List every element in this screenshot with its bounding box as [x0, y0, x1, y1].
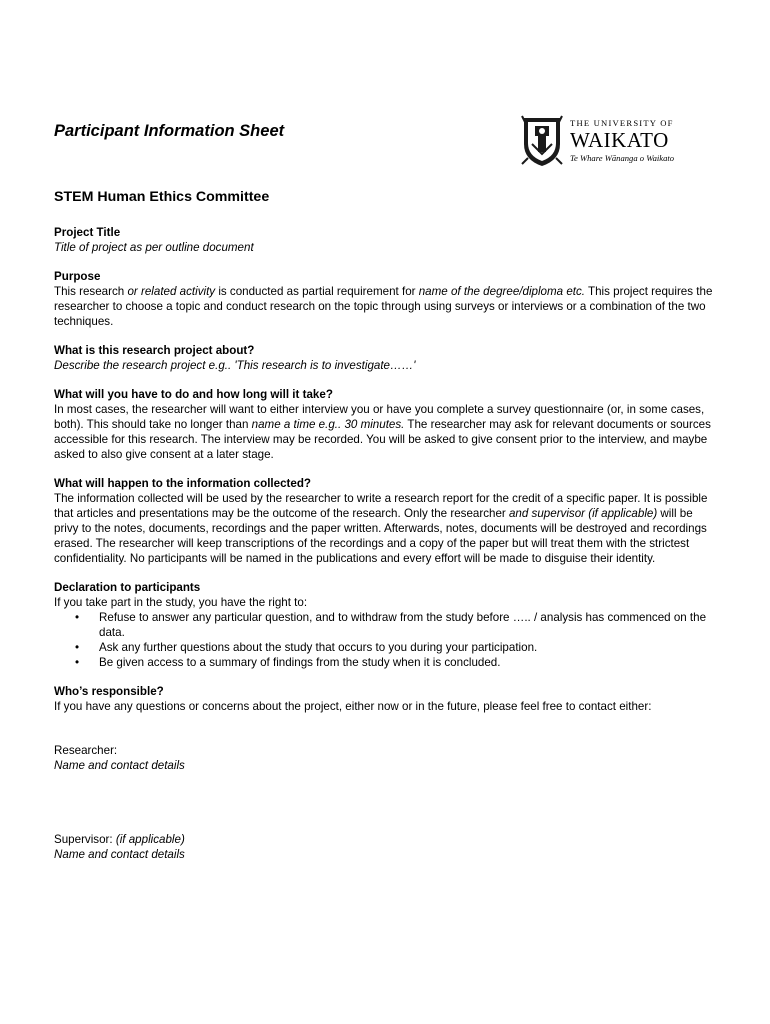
declaration-intro: If you take part in the study, you have the right to: [54, 596, 308, 609]
responsible-section [54, 684, 719, 714]
researcher-details: Name and contact details [54, 759, 185, 772]
page-title: Participant Information Sheet [54, 122, 285, 140]
declaration-section [54, 580, 719, 670]
logo-motto: Te Whare Wānanga o Waikato [570, 153, 675, 163]
committee-heading: STEM Human Ethics Committee [54, 189, 270, 205]
declaration-heading: Declaration to participants [54, 581, 201, 594]
todo-text: In most cases, the researcher will want to either interview you or have you complete a survey questionnaire (or, in some cases, both). This should take no longer than name a time e.g.. 30 minutes. The researcher may ask for relevant documents or sources accessible for this research. The interview may be recorded. You will be asked to give consent prior to the interview, and maybe asked to also give consent at a later stage. [54, 403, 711, 461]
info-section [54, 476, 719, 566]
list-item: • Be given access to a summary of findings from the study when it is concluded. [99, 655, 719, 670]
supervisor-label: Supervisor: (if applicable) [54, 833, 185, 846]
supervisor-block [54, 832, 719, 862]
info-heading: What will happen to the information collected? [54, 477, 311, 490]
researcher-block [54, 743, 719, 773]
purpose-heading: Purpose [54, 270, 101, 283]
responsible-heading: Who’s responsible? [54, 685, 164, 698]
supervisor-details: Name and contact details [54, 848, 185, 861]
project-title-section [54, 225, 719, 255]
logo-top-line: THE UNIVERSITY OF [570, 118, 674, 128]
document-body [54, 188, 719, 862]
university-crest-icon [520, 114, 564, 168]
about-text: Describe the research project e.g.. 'This research is to investigate……' [54, 359, 416, 372]
responsible-text: If you have any questions or concerns about the project, either now or in the future, please feel free to contact either: [54, 700, 652, 713]
info-text: The information collected will be used by the researcher to write a research report for the credit of a specific paper. It is possible that articles and presentations may be the outcome of the research. Only the researcher and supervisor (if applicable) will be privy to the notes, documents, recordings and the paper written. Afterwards, notes, documents will be destroyed and recordings erased. The researcher will keep transcriptions of the recordings and a copy of the paper but will treat them with the strictest confidentiality. No participants will be named in the publications and every effort will be made to disguise their identity. [54, 492, 708, 565]
researcher-label: Researcher: [54, 744, 118, 757]
logo-wordmark: WAIKATO [570, 128, 669, 152]
rights-list [54, 610, 719, 670]
purpose-text: This research or related activity is conducted as partial requirement for name of the degree/diploma etc. This project requires the researcher to choose a topic and conduct research on the topic through using surveys or interviews or a combination of the two techniques. [54, 285, 713, 328]
list-item: • Ask any further questions about the study that occurs to you during your participation. [99, 640, 719, 655]
project-title-text: Title of project as per outline document [54, 241, 254, 254]
university-logo [520, 114, 690, 168]
todo-heading: What will you have to do and how long will it take? [54, 388, 333, 401]
about-heading: What is this research project about? [54, 344, 255, 357]
todo-section [54, 387, 719, 462]
about-section [54, 343, 719, 373]
list-item: • Refuse to answer any particular question, and to withdraw from the study before ….. / analysis has commenced on the data. [99, 610, 719, 640]
purpose-section [54, 269, 719, 329]
project-title-heading: Project Title [54, 226, 121, 239]
